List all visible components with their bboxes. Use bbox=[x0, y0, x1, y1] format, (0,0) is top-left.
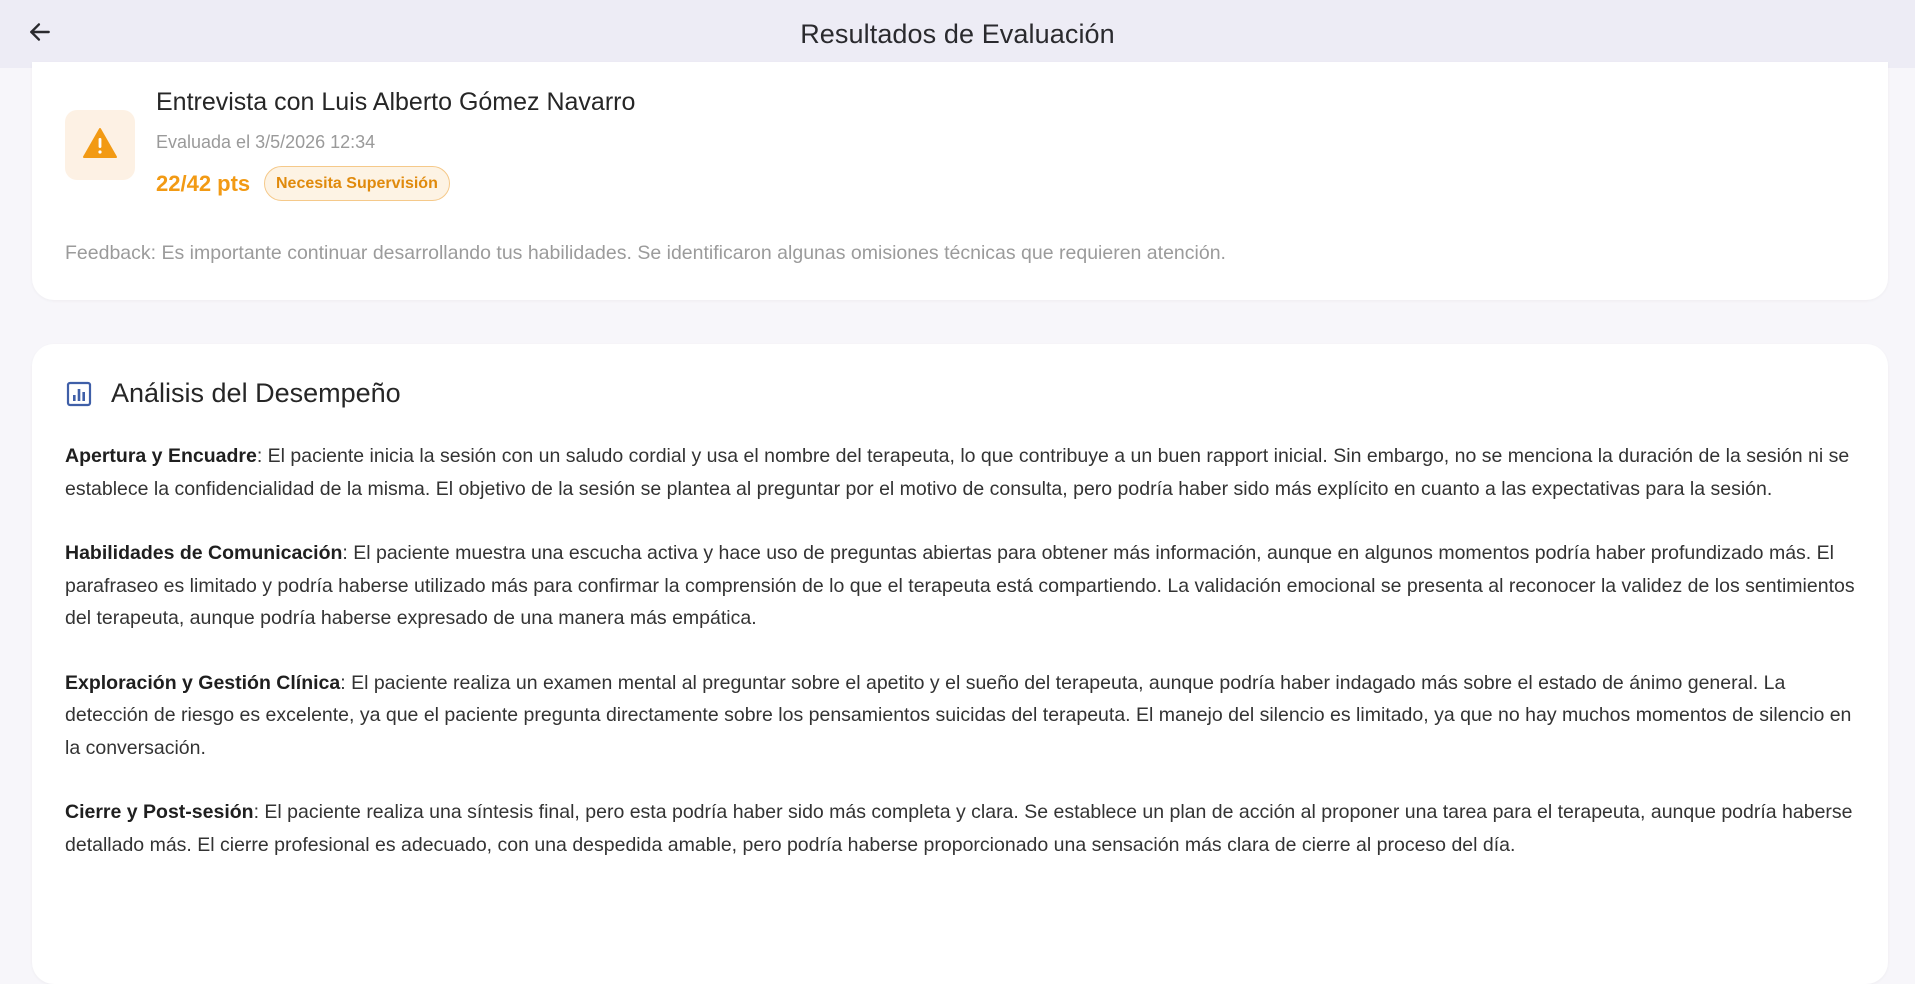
analysis-sections bbox=[65, 440, 1865, 893]
analysis-header bbox=[65, 378, 401, 409]
score: 22/42 pts bbox=[156, 171, 251, 196]
back-button[interactable] bbox=[20, 14, 60, 54]
evaluation-summary-card bbox=[32, 62, 1888, 300]
evaluation-date: Evaluada el 3/5/2026 12:34 bbox=[156, 132, 376, 152]
section-label: Cierre y Post-sesión bbox=[65, 801, 254, 823]
analysis-section-comunicacion bbox=[65, 537, 1865, 635]
warning-triangle-icon bbox=[82, 127, 118, 164]
analysis-title: Análisis del Desempeño bbox=[111, 378, 401, 408]
analysis-section-exploracion bbox=[65, 667, 1865, 765]
section-text: : El paciente muestra una escucha activa y hace uso de preguntas abiertas para obtener más información, aunque en algunos momentos podría haber profundizado más. El parafraseo es limitado y podría haberse utilizado más para confirmar la comprensión de lo que el terapeuta está compartiendo. La validación emocional se presenta al reconocer la validez de los sentimientos del terapeuta, aunque podría haberse expresado de una manera más empática. bbox=[65, 542, 1855, 629]
analysis-section-cierre bbox=[65, 796, 1865, 861]
arrow-left-icon bbox=[27, 19, 53, 50]
interview-title: Entrevista con Luis Alberto Gómez Navarro bbox=[156, 88, 636, 116]
status-badge: Necesita Supervisión bbox=[264, 166, 450, 201]
section-label: Apertura y Encuadre bbox=[65, 445, 257, 467]
section-text: : El paciente realiza un examen mental al preguntar sobre el apetito y el sueño del terapeuta, aunque podría haber indagado más sobre el estado de ánimo general. La detección de riesgo es excelente, ya que el paciente pregunta directamente sobre los pensamientos suicidas del terapeuta. El manejo del silencio es limitado, ya que no hay muchos momentos de silencio en la conversación. bbox=[65, 671, 1852, 759]
section-label: Habilidades de Comunicación bbox=[65, 542, 343, 564]
bar-chart-icon bbox=[65, 380, 93, 408]
page-title: Resultados de Evaluación bbox=[800, 18, 1115, 49]
performance-analysis-card bbox=[32, 344, 1888, 984]
section-text: : El paciente realiza una síntesis final, pero esta podría haber sido más completa y clara. Se establece un plan de acción al proponer una tarea para el terapeuta, aunque podría haberse detallado más. El cierre profesional es adecuado, con una despedida amable, pero podría haberse proporcionado una sensación más clara de cierre al proceso del día. bbox=[65, 801, 1853, 856]
top-app-bar bbox=[0, 0, 1915, 68]
analysis-section-apertura bbox=[65, 440, 1865, 505]
status-icon-tile bbox=[65, 110, 135, 180]
feedback-text: Feedback: Es importante continuar desarrollando tus habilidades. Se identificaron algunas omisiones técnicas que requieren atención. bbox=[65, 242, 1226, 264]
section-text: : El paciente inicia la sesión con un saludo cordial y usa el nombre del terapeuta, lo que contribuye a un buen rapport inicial. Sin embargo, no se menciona la duración de la sesión ni se establece la confidencialidad de la misma. El objetivo de la sesión se plantea al preguntar por el motivo de consulta, pero podría haber sido más explícito en cuanto a las expectativas para la sesión. bbox=[65, 445, 1850, 500]
section-label: Exploración y Gestión Clínica bbox=[65, 671, 341, 694]
